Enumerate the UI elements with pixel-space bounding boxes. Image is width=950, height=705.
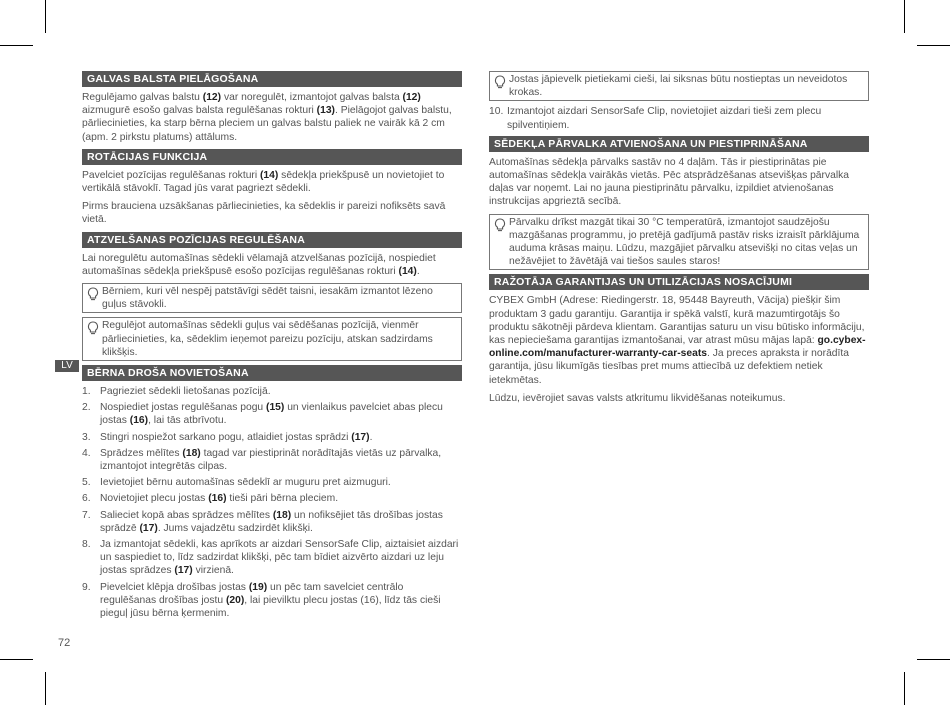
tip-box [82, 283, 462, 313]
list-item: 5. Ievietojiet bērnu automašīnas sēdeklī ar muguru pret aizmuguri. [82, 477, 391, 489]
list-item: 7. Salieciet kopā abas sprādzes mēlītes (18) un nofiksējiet tās drošības jostas sprādzē (17). Jums vajadzētu sadzirdēt klikšķi. [82, 509, 443, 534]
tip-box [82, 317, 462, 361]
securing-steps-list-continued [489, 105, 869, 131]
crop-mark [0, 45, 33, 46]
tip-text: Regulējot automašīnas sēdekli guļus vai sēdēšanas pozīcijā, vienmēr pārliecinieties, ka, sēdeklim ieņemot pareizu pozīciju, atskan sadzirdams klikšķis. [102, 320, 433, 358]
tip-text: Bērniem, kuri vēl nespēj patstāvīgi sēdēt taisni, iesakām izmantot lēzeno guļus stāvokli. [102, 286, 433, 311]
crop-mark [904, 672, 905, 705]
warranty-link[interactable]: go.cybex-online.com/manufacturer-warranty-car-seats [489, 335, 866, 360]
crop-mark [917, 45, 950, 46]
list-item: 3. Stingri nospiežot sarkano pogu, atlaidiet jostas sprādzi (17). [82, 431, 373, 443]
right-column [489, 71, 869, 410]
list-item: 4. Sprādzes mēlītes (18) tagad var piestiprināt norādītajās vietās uz pārvalka, izmantojot integrētās cilpas. [82, 447, 442, 473]
tip-text: Jostas jāpievelk pietiekami cieši, lai siksnas būtu nostieptas un neveidotos krokas. [509, 74, 848, 99]
list-item: 10. Izmantojot aizdari SensorSafe Clip, novietojiet aizdari tieši zem plecu spilventiņiem. [489, 106, 822, 131]
section-heading-securing-child: BĒRNA DROŠA NOVIETOŠANA [82, 365, 462, 381]
crop-mark [45, 0, 46, 33]
section-heading-rotation: ROTĀCIJAS FUNKCIJA [82, 149, 462, 165]
crop-mark [904, 0, 905, 33]
tip-text: Pārvalku drīkst mazgāt tikai 30 °C temperatūrā, izmantojot saudzējošu mazgāšanas programmu, jo pretējā gadījumā pastāv risks izraisīt pārklājuma auduma krāsas maiņu. Lūdzu, mazgājiet pārvalku atsevišķi no citas veļas un nežāvējiet to žāvētājā vai tiešos saules staros! [509, 216, 860, 268]
page-number: 72 [58, 637, 71, 649]
cover-paragraph: Automašīnas sēdekļa pārvalks sastāv no 4 daļām. Tās ir piestiprinātas pie automašīnas sēdekļa vairākās vietās. Pēc atsprādzēšanas atsevišķas pārvalka daļas var noņemt. Lai no jauna piestiprinātu pārvalku, izpildiet atvienošanas instrukcijas apgrieztā secībā. [489, 156, 850, 208]
list-item: 9. Pievelciet klēpja drošības jostas (19) un pēc tam savelciet centrālo regulēšanas drošības jostu (20), lai pievilktu plecu jostas (16), līdz tās cieši pieguļ jūsu bērna ķermenim. [82, 581, 441, 620]
crop-mark [917, 659, 950, 660]
lightbulb-icon [494, 218, 506, 232]
lightbulb-icon [494, 75, 506, 89]
list-item: 6. Novietojiet plecu jostas (16) tieši pāri bērna pleciem. [82, 493, 339, 505]
section-heading-recline: ATZVELŠANAS POZĪCIJAS REGULĒŠANA [82, 232, 462, 248]
section-heading-warranty: RAŽOTĀJA GARANTIJAS UN UTILIZĀCIJAS NOSACĪJUMI [489, 274, 869, 290]
crop-mark [45, 672, 46, 705]
rotation-paragraph-2: Pirms brauciena uzsākšanas pārliecinieties, ka sēdeklis ir pareizi nofiksēts savā vietā. [82, 201, 446, 226]
left-column [82, 71, 462, 624]
disposal-paragraph: Lūdzu, ievērojiet savas valsts atkritumu likvidēšanas noteikumus. [489, 392, 786, 404]
section-heading-cover: SĒDEKĻA PĀRVALKA ATVIENOŠANA UN PIESTIPRINĀŠANA [489, 136, 869, 152]
lightbulb-icon [87, 287, 99, 301]
crop-mark [0, 659, 33, 660]
list-item: 8. Ja izmantojat sēdekli, kas aprīkots ar aizdari SensorSafe Clip, aiztaisiet aizdari un saspiediet to, līdz sadzirdat klikšķi, pēc tam bīdiet aizvērto aizdari uz leju jostas sprādzes (17) virzienā. [82, 539, 459, 577]
lightbulb-icon [87, 321, 99, 335]
recline-paragraph: Lai noregulētu automašīnas sēdekli vēlamajā atzvelšanas pozīcijā, nospiediet automašīnas sēdekļa priekšpusē esošo pozīcijas regulēšanas rokturi (14). [82, 252, 436, 277]
warranty-paragraph: CYBEX GmbH (Adrese: Riedingerstr. 18, 95448 Bayreuth, Vācija) piešķir šim produktam 3 gadu garantiju. Garantija ir spēkā valstī, kurā mazumtirgotājs šo produktu sākotnēji pārdeva klientam. Garantijas saturu un visu būtisko informāciju, kas nepieciešama garantijas izmantošanai, var atrast mūsu mājas lapā: go.cybex-online.com/manufacturer-warranty-car-seats. Ja preces apraksta ir norādīta garantija, jūsu likumīgās tiesības pret mums attiecībā uz defektiem netiek ietekmētas. [489, 295, 866, 386]
section-heading-headrest: GALVAS BALSTA PIELĀGOŠANA [82, 71, 462, 87]
headrest-paragraph: Regulējamo galvas balstu (12) var noregulēt, izmantojot galvas balsta (12) aizmugurē esošo galvas balsta regulēšanas rokturi (13). Pielāgojot galvas balstu, pārliecinieties, ka starp bērna pleciem un galvas balstu paliek ne vairāk kā 2 cm (apm. 2 pirkstu platums) attālums. [82, 92, 452, 143]
list-item: 2. Nospiediet jostas regulēšanas pogu (15) un vienlaikus pavelciet abas plecu jostas (16), lai tās atbrīvotu. [82, 402, 443, 427]
list-item: 1. Pagrieziet sēdekli lietošanas pozīcijā. [82, 386, 271, 398]
language-tab: LV [55, 360, 79, 372]
tip-box [489, 214, 869, 271]
tip-box [489, 71, 869, 101]
rotation-paragraph: Pavelciet pozīcijas regulēšanas rokturi (14) sēdekļa priekšpusē un novietojiet to vertikālā stāvoklī. Tagad jūs varat pagriezt sēdekli. [82, 169, 445, 195]
securing-steps-list [82, 385, 462, 620]
